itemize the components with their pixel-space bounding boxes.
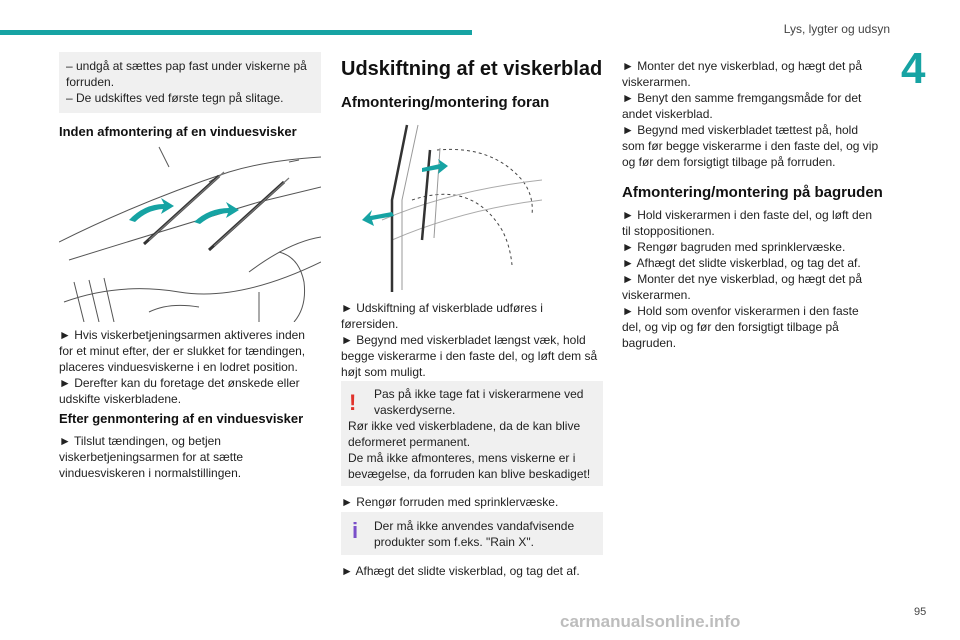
heading-before-removal: Inden afmontering af en vinduesvisker	[59, 124, 297, 139]
text-line: ► Hold viskerarmen i den faste del, og løft den	[622, 208, 872, 222]
text-line: ► Rengør bagruden med sprinklervæske.	[622, 240, 846, 254]
heading-after-refit: Efter genmontering af en vinduesvisker	[59, 411, 304, 426]
front-paragraph-1	[341, 300, 603, 380]
front-subtitle: Afmontering/montering foran	[341, 94, 550, 111]
front-paragraph-3	[341, 563, 603, 579]
text-line: ► Udskiftning af viskerblade udføres i	[341, 301, 543, 315]
info-text	[374, 518, 599, 550]
paragraph-after-refit	[59, 433, 321, 481]
warning-text	[348, 386, 600, 482]
page-number: 95	[914, 606, 927, 618]
paragraph-before-removal	[59, 327, 321, 407]
text-line: viskerarmen.	[622, 75, 691, 89]
note-line: – undgå at sættes pap fast under viskerne på	[66, 59, 307, 73]
text-line: ► Hold som ovenfor viskerarmen i den faste	[622, 304, 859, 318]
text-line: Pas på ikke tage fat i viskerarmene ved	[374, 387, 584, 401]
text-line: viskerarmen.	[622, 288, 691, 302]
text-line: Der må ikke anvendes vandafvisende	[374, 519, 575, 533]
watermark: carmanualsonline.info	[560, 612, 741, 631]
text-line: ► Tilslut tændingen, og betjen	[59, 434, 221, 448]
text-line: ► Afhægt det slidte viskerblad, og tag det af.	[622, 256, 861, 270]
text-line: andet viskerblad.	[622, 107, 713, 121]
text-line: ► Begynd med viskerbladet længst væk, hold	[341, 333, 586, 347]
text-line: højt som muligt.	[341, 365, 426, 379]
text-line: ► Begynd med viskerbladet tættest på, hold	[622, 123, 859, 137]
front-wiper-blade-illustration	[362, 120, 542, 292]
text-line: og før dem forsigtigt tilbage på forruden.	[622, 155, 836, 169]
text-line: ► Benyt den samme fremgangsmåde for det	[622, 91, 862, 105]
front-paragraph-2	[341, 494, 603, 510]
text-line: ► Rengør forruden med sprinklervæske.	[341, 495, 559, 509]
exclamation-icon: !	[349, 390, 357, 415]
text-line: De må ikke afmonteres, mens viskerne er i	[348, 451, 576, 465]
info-icon: i	[352, 518, 359, 543]
text-line: ► Monter det nye viskerblad, og hægt det på	[622, 59, 863, 73]
text-line: deformeret permanent.	[348, 435, 471, 449]
note-line: forruden.	[66, 75, 115, 89]
text-line: begge viskerarme i den faste del, og løft dem så	[341, 349, 598, 363]
text-line: placeres vinduesviskerne i en lodret position.	[59, 360, 298, 374]
text-line: produkter som f.eks. "Rain X".	[374, 535, 534, 549]
text-line: ► Hvis viskerbetjeningsarmen aktiveres inden	[59, 328, 305, 342]
text-line: Rør ikke ved viskerbladene, da de kan blive	[348, 419, 581, 433]
rear-subtitle: Afmontering/montering på bagruden	[622, 184, 883, 201]
section-title: Lys, lygter og udsyn	[783, 22, 890, 36]
text-line: til stoppositionen.	[622, 224, 715, 238]
chapter-number: 4	[901, 44, 926, 93]
text-line: ► Afhægt det slidte viskerblad, og tag det af.	[341, 564, 580, 578]
windshield-wiper-illustration	[59, 142, 321, 322]
text-line: del, og vip og før den forsigtigt tilbage på	[622, 320, 839, 334]
text-line: udskifte viskerbladene.	[59, 392, 182, 406]
note-line: – De udskiftes ved første tegn på slitage.	[66, 91, 284, 105]
text-line: ► Derefter kan du foretage det ønskede eller	[59, 376, 300, 390]
text-line: førersiden.	[341, 317, 399, 331]
text-line: vinduesviskeren i normalstillingen.	[59, 466, 242, 480]
text-line: som før begge viskerarme i den faste del, og vip	[622, 139, 879, 153]
text-line: viskerbetjeningsarmen for at sætte	[59, 450, 244, 464]
text-line: bevægelse, da forruden kan blive beskadiget!	[348, 467, 591, 481]
page-main-title: Udskiftning af et viskerblad	[341, 58, 603, 80]
front-paragraph-4	[622, 58, 887, 170]
text-line: bagruden.	[622, 336, 677, 350]
header-accent-bar	[0, 30, 472, 35]
text-line: vaskerdyserne.	[374, 403, 456, 417]
text-line: for et minut efter, der er slukket for tændingen,	[59, 344, 306, 358]
rear-paragraph	[622, 207, 887, 351]
note-box-text	[66, 58, 318, 106]
text-line: ► Monter det nye viskerblad, og hægt det på	[622, 272, 863, 286]
